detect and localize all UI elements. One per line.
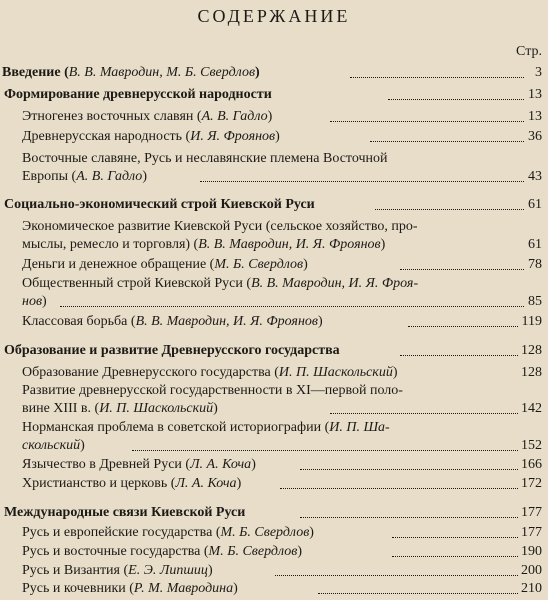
page-number: 3 — [535, 65, 542, 80]
page-number: 36 — [528, 129, 542, 144]
leader-dots — [275, 575, 518, 576]
leader-dots — [400, 355, 518, 356]
page-number: 119 — [521, 314, 542, 329]
page-number: 142 — [521, 401, 542, 416]
section-title: Образование и развитие Древнерусского государства — [4, 343, 340, 358]
page-number: 61 — [528, 237, 542, 252]
page-number: 128 — [521, 343, 542, 358]
page-number: 177 — [521, 525, 542, 540]
page-number: 13 — [528, 87, 542, 102]
entry-text-line2: скольский) — [22, 438, 85, 453]
page-number: 177 — [521, 505, 542, 520]
entry-text: Христианство и церковь (Л. А. Коча) — [22, 476, 242, 491]
entry-text-line2: нов) — [22, 294, 47, 309]
leader-dots — [392, 556, 518, 557]
leader-dots — [300, 469, 518, 470]
leader-dots — [280, 488, 518, 489]
leader-dots — [408, 326, 518, 327]
leader-dots — [330, 413, 518, 414]
leader-dots — [330, 121, 524, 122]
entry-text-line2: Европы (А. В. Гадло) — [22, 169, 147, 184]
page-number: 152 — [521, 438, 542, 453]
page-number: 78 — [528, 257, 542, 272]
section-title: Формирование древнерусской народности — [4, 87, 272, 102]
page-title: СОДЕРЖАНИЕ — [197, 6, 351, 26]
leader-dots — [350, 77, 524, 78]
leader-dots — [400, 269, 524, 270]
entry-text: Язычество в Древней Руси (Л. А. Коча) — [22, 457, 256, 472]
page-number: 13 — [528, 109, 542, 124]
entry-text: Русь и Византия (Е. Э. Липшиц) — [22, 563, 213, 578]
page-column-header: Стр. — [516, 44, 542, 59]
entry-text-line2: мыслы, ремесло и торговля) (В. В. Мавродин, И. Я. Фроянов) — [22, 237, 386, 252]
entry-text-line1: Экономическое развитие Киевской Руси (сельское хозяйство, про- — [22, 219, 418, 234]
page-number: 128 — [521, 365, 542, 380]
page-number: 61 — [528, 197, 542, 212]
page-number: 190 — [521, 544, 542, 559]
leader-dots — [200, 181, 524, 182]
section-title: Социально-экономический строй Киевской Руси — [4, 197, 315, 212]
entry-text-line1: Общественный строй Киевской Руси (В. В. Мавродин, И. Я. Фроя- — [22, 276, 419, 291]
leader-dots — [318, 593, 518, 594]
entry-text: Русь и восточные государства (М. Б. Свердлов) — [22, 544, 303, 559]
entry-text: Древнерусская народность (И. Я. Фроянов) — [22, 129, 280, 144]
leader-dots — [388, 99, 524, 100]
entry-text: Введение (В. В. Мавродин, М. Б. Свердлов) — [2, 65, 260, 80]
leader-dots — [60, 306, 524, 307]
section-title: Международные связи Киевской Руси — [4, 505, 246, 520]
entry-text: Русь и кочевники (Р. М. Мавродина) — [22, 581, 238, 596]
entry-text: Образование Древнерусского государства (И. П. Шаскольский) — [22, 365, 398, 380]
leader-dots — [300, 517, 518, 518]
page-number: 43 — [528, 169, 542, 184]
page-number: 172 — [521, 476, 542, 491]
entry-text: Этногенез восточных славян (А. В. Гадло) — [22, 109, 273, 124]
leader-dots — [132, 450, 518, 451]
entry-text: Классовая борьба (В. В. Мавродин, И. Я. Фроянов) — [22, 314, 323, 329]
leader-dots — [370, 141, 524, 142]
entry-text: Деньги и денежное обращение (М. Б. Свердлов) — [22, 257, 308, 272]
page-number: 85 — [528, 294, 542, 309]
entry-text-line1: Развитие древнерусской государственности в XI—первой поло- — [22, 383, 403, 398]
page-number: 200 — [521, 563, 542, 578]
entry-text-line1: Норманская проблема в советской историографии (И. П. Ша- — [22, 420, 390, 435]
page-number: 166 — [521, 457, 542, 472]
entry-text-line2: вине XIII в. (И. П. Шаскольский) — [22, 401, 218, 416]
leader-dots — [392, 537, 518, 538]
page-number: 210 — [521, 581, 542, 596]
entry-text-line1: Восточные славяне, Русь и неславянские племена Восточной — [22, 151, 388, 166]
leader-dots — [375, 209, 524, 210]
entry-text: Русь и европейские государства (М. Б. Свердлов) — [22, 525, 314, 540]
